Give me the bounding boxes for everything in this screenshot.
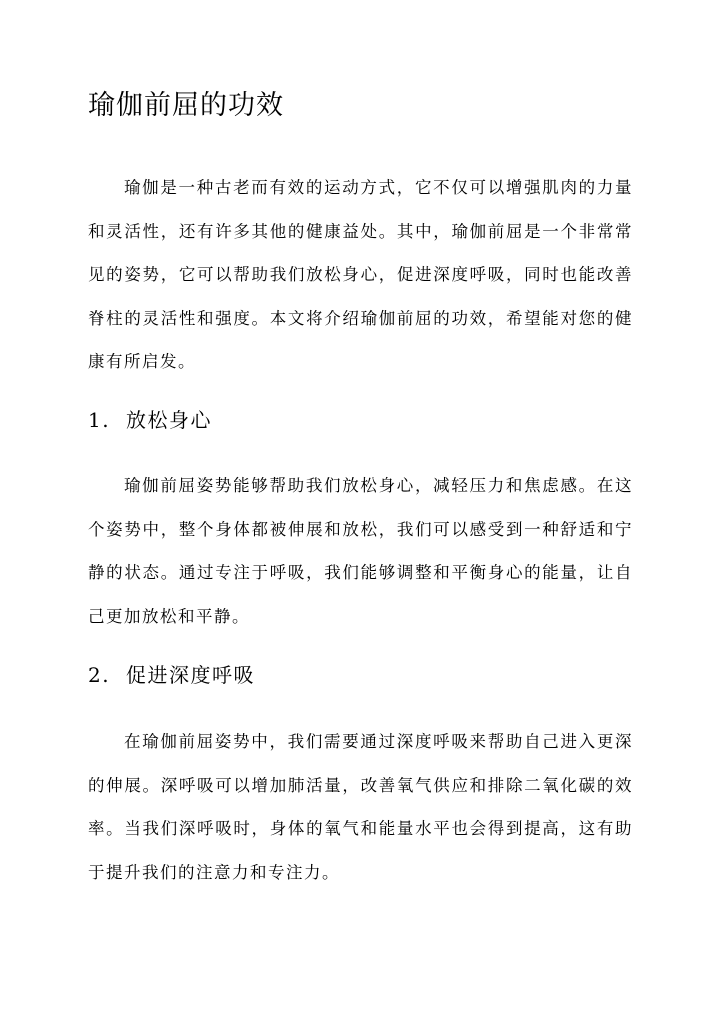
section-number: 2.: [88, 663, 111, 687]
section-heading-relax: [88, 405, 212, 435]
section-body-relax: 瑜伽前屈姿势能够帮助我们放松身心，减轻压力和焦虑感。在这个姿势中，整个身体都被伸展和放松，我们可以感受到一种舒适和宁静的状态。通过专注于呼吸，我们能够调整和平衡身心的能量，让自己更加放松和平静。: [88, 476, 633, 626]
section-title: 放松身心: [126, 408, 212, 432]
section-title: 促进深度呼吸: [126, 663, 255, 687]
intro-paragraph: 瑜伽是一种古老而有效的运动方式，它不仅可以增强肌肉的力量和灵活性，还有许多其他的健康益处。其中，瑜伽前屈是一个非常常见的姿势，它可以帮助我们放松身心，促进深度呼吸，同时也能改善脊柱的灵活性和强度。本文将介绍瑜伽前屈的功效，希望能对您的健康有所启发。: [88, 178, 633, 371]
section-heading-breathing: [88, 660, 255, 690]
section-body-breathing: 在瑜伽前屈姿势中，我们需要通过深度呼吸来帮助自己进入更深的伸展。深呼吸可以增加肺活量，改善氧气供应和排除二氧化碳的效率。当我们深呼吸时，身体的氧气和能量水平也会得到提高，这有助于提升我们的注意力和专注力。: [88, 732, 633, 882]
document-title: 瑜伽前屈的功效: [88, 90, 284, 121]
section-number: 1.: [88, 408, 111, 432]
